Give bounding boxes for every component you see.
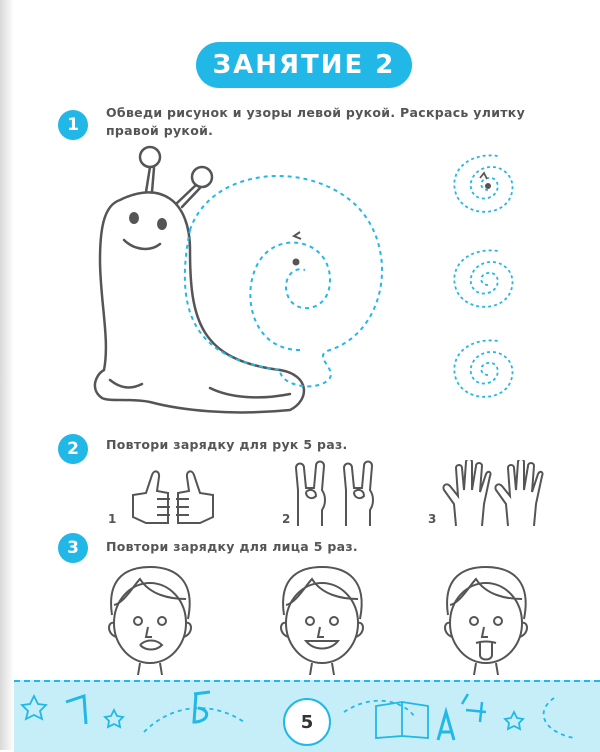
antenna-ball-left bbox=[140, 147, 160, 167]
spiral-3 bbox=[454, 340, 512, 396]
page-edge bbox=[0, 0, 14, 750]
book-icon bbox=[376, 702, 428, 738]
spiral-2 bbox=[454, 250, 512, 306]
thumbs-up-hands-icon bbox=[128, 465, 218, 527]
star-icon bbox=[505, 712, 523, 729]
open-palms-icon bbox=[442, 460, 552, 528]
task-number-1: 1 bbox=[58, 110, 88, 140]
lesson-title: ЗАНЯТИЕ 2 bbox=[212, 50, 396, 80]
horns-hands-icon bbox=[292, 460, 382, 528]
boy-face-3-icon bbox=[436, 565, 536, 675]
snail-tracing-figure bbox=[90, 140, 400, 420]
spiral-1 bbox=[454, 155, 512, 211]
boy-face-2-icon bbox=[272, 565, 372, 675]
hand-exercise-label-1: 1 bbox=[108, 512, 117, 526]
antenna-ball-right bbox=[192, 167, 212, 187]
spiral-patterns bbox=[440, 150, 540, 420]
task-number-3: 3 bbox=[58, 533, 88, 563]
task-2-text: Повтори зарядку для рук 5 раз. bbox=[106, 437, 348, 452]
boy-face-1-icon bbox=[100, 565, 200, 675]
task-3-text: Повтори зарядку для лица 5 раз. bbox=[106, 539, 358, 554]
page-number: 5 bbox=[283, 698, 331, 746]
task-number-2: 2 bbox=[58, 434, 88, 464]
hand-exercise-label-2: 2 bbox=[282, 512, 291, 526]
star-icon bbox=[105, 710, 123, 727]
hand-exercise-label-3: 3 bbox=[428, 512, 437, 526]
task-1-text: Обведи рисунок и узоры левой рукой. Раскрась улитку правой рукой. bbox=[106, 105, 526, 138]
lesson-title-badge bbox=[196, 42, 412, 88]
star-icon bbox=[22, 696, 46, 719]
